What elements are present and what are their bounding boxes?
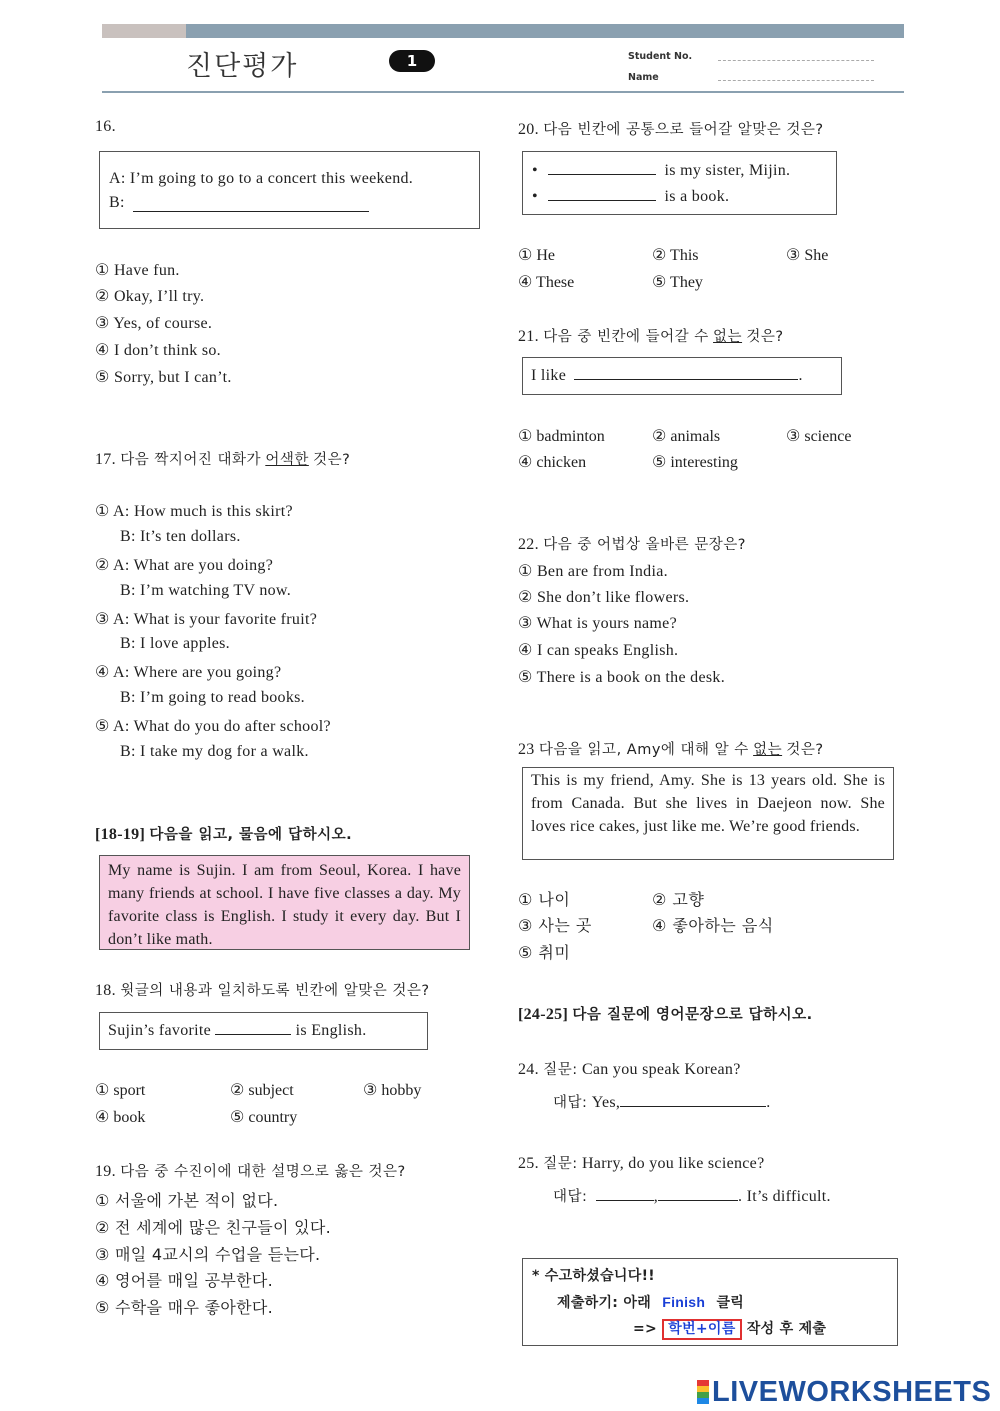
q24-question-label: 질문:	[543, 1062, 578, 1078]
submit-arrow: =>	[633, 1321, 658, 1337]
q21-option-1[interactable]: ① badminton	[518, 428, 605, 445]
q24-answer-blank[interactable]	[620, 1106, 766, 1107]
q17-question	[95, 448, 350, 469]
q23-option-1[interactable]: ① 나이	[518, 890, 571, 909]
q22-question-text: 다음 중 어법상 올바른 문장은?	[543, 537, 746, 553]
q20-line-2	[532, 188, 729, 206]
q21-sentence	[531, 367, 803, 385]
q20-bullet-1: •	[532, 162, 538, 179]
submit-line-3-post: 작성 후 제출	[746, 1321, 827, 1337]
q19-option-3[interactable]: ③ 매일 4교시의 수업을 듣는다.	[95, 1245, 321, 1264]
q22-option-1[interactable]: ① Ben are from India.	[518, 563, 668, 580]
name-field[interactable]	[718, 80, 874, 81]
q25-answer	[553, 1185, 831, 1206]
q18-number: 18.	[95, 982, 116, 999]
q16-dialog-box	[99, 151, 480, 229]
q21-sentence-pre: I like	[531, 367, 567, 384]
name-label: Name	[628, 72, 659, 83]
q18-sentence-box	[99, 1012, 428, 1050]
q23-number: 23	[518, 741, 535, 758]
q21-number: 21.	[518, 328, 539, 345]
q21-question-underlined: 없는	[713, 329, 743, 345]
submit-line-2-pre: 제출하기: 아래	[557, 1295, 652, 1311]
q16-option-2[interactable]: ② Okay, I’ll try.	[95, 288, 205, 305]
q20-line-1	[532, 162, 790, 180]
q24-answer-label: 대답:	[553, 1095, 588, 1111]
q24-number: 24.	[518, 1061, 539, 1078]
q23-option-5[interactable]: ⑤ 취미	[518, 943, 571, 962]
submit-line-3	[633, 1318, 826, 1340]
q17-option-4-b: B: I’m going to read books.	[120, 689, 305, 706]
q19-question-text: 다음 중 수진이에 대한 설명으로 옳은 것은?	[120, 1164, 406, 1180]
q18-option-3[interactable]: ③ hobby	[363, 1082, 422, 1099]
page-title: 진단평가	[186, 51, 299, 82]
q18-option-1[interactable]: ① sport	[95, 1082, 146, 1099]
q23-passage-box	[522, 767, 894, 860]
q25-question-text: Harry, do you like science?	[581, 1155, 765, 1172]
q18-19-instruction-text: 다음을 읽고, 물음에 답하시오.	[149, 827, 353, 843]
submit-thanks: * 수고하셨습니다!!	[532, 1268, 655, 1284]
q19-option-2[interactable]: ② 전 세계에 많은 친구들이 있다.	[95, 1218, 332, 1237]
q20-option-4[interactable]: ④ These	[518, 274, 575, 291]
q23-option-3[interactable]: ③ 사는 곳	[518, 916, 592, 935]
q25-answer-post: . It’s difficult.	[738, 1188, 831, 1205]
q19-number: 19.	[95, 1163, 116, 1180]
q25-question-label: 질문:	[543, 1156, 578, 1172]
q17-question-post: 것은?	[313, 452, 351, 468]
q22-option-3[interactable]: ③ What is yours name?	[518, 615, 677, 632]
q20-bullet-2: •	[532, 188, 538, 205]
q25-question	[518, 1152, 764, 1173]
q18-19-range: [18-19]	[95, 826, 146, 843]
q21-option-5[interactable]: ⑤ interesting	[652, 454, 738, 471]
q25-answer-blank-1[interactable]	[596, 1200, 654, 1201]
q20-blank-1[interactable]	[548, 174, 656, 175]
submit-line-2	[557, 1292, 744, 1312]
q17-number: 17.	[95, 451, 116, 468]
q19-option-5[interactable]: ⑤ 수학을 매우 좋아한다.	[95, 1298, 273, 1317]
q16-option-1[interactable]: ① Have fun.	[95, 262, 180, 279]
q25-number: 25.	[518, 1155, 539, 1172]
q16-option-4[interactable]: ④ I don’t think so.	[95, 342, 221, 359]
q18-question-text: 윗글의 내용과 일치하도록 빈칸에 알맞은 것은?	[120, 983, 430, 999]
q17-question-pre: 다음 짝지어진 대화가	[120, 452, 261, 468]
q16-number: 16.	[95, 118, 116, 135]
q20-line-2-text: is a book.	[664, 188, 730, 205]
q16-dialog-a: A: I’m going to go to a concert this weekend.	[109, 170, 414, 187]
q17-question-underlined: 어색한	[265, 452, 309, 468]
q16-option-5[interactable]: ⑤ Sorry, but I can’t.	[95, 369, 232, 386]
q23-question	[518, 738, 824, 759]
q21-option-3[interactable]: ③ science	[786, 428, 852, 445]
q17-option-4-a[interactable]: ④ A: Where are you going?	[95, 664, 282, 681]
q17-option-3-b: B: I love apples.	[120, 635, 230, 652]
q21-question	[518, 325, 784, 346]
q16-answer-blank[interactable]	[133, 211, 369, 212]
q18-sentence	[108, 1022, 367, 1040]
finish-text: Finish	[662, 1294, 706, 1310]
q21-blank[interactable]	[574, 379, 798, 380]
q17-option-5-a[interactable]: ⑤ A: What do you do after school?	[95, 718, 331, 735]
q24-answer-pre: Yes,	[591, 1094, 621, 1111]
q16-dialog-b: B:	[109, 194, 125, 211]
q18-19-passage-box	[99, 855, 470, 950]
header-underline	[102, 91, 904, 93]
q20-sentence-box	[522, 151, 837, 215]
id-name-box: 학번+이름	[662, 1319, 741, 1340]
q19-option-1[interactable]: ① 서울에 가본 적이 없다.	[95, 1191, 279, 1210]
q20-option-1[interactable]: ① He	[518, 247, 555, 264]
q18-19-instruction	[95, 823, 352, 844]
q18-option-4[interactable]: ④ book	[95, 1109, 146, 1126]
q17-option-1-a[interactable]: ① A: How much is this skirt?	[95, 503, 293, 520]
title-number-badge: 1	[389, 50, 435, 72]
q23-option-2[interactable]: ② 고향	[652, 890, 705, 909]
logo-side-letters	[696, 1380, 710, 1406]
q18-19-passage: My name is Sujin. I am from Seoul, Korea. I have many friends at school. I have five classes a day. My favorite class is English. I study it every day. But I don’t like math.	[108, 862, 461, 948]
q24-answer-post: .	[766, 1094, 771, 1111]
q19-question	[95, 1160, 406, 1181]
q17-option-2-b: B: I’m watching TV now.	[120, 582, 292, 599]
q21-option-2[interactable]: ② animals	[652, 428, 721, 445]
q23-option-4[interactable]: ④ 좋아하는 음식	[652, 916, 774, 935]
q17-option-1-b: B: It’s ten dollars.	[120, 528, 241, 545]
q18-option-5[interactable]: ⑤ country	[230, 1109, 298, 1126]
q21-sentence-box	[522, 357, 842, 395]
q18-sentence-pre: Sujin’s favorite	[108, 1022, 212, 1039]
q22-number: 22.	[518, 536, 539, 553]
q25-answer-label: 대답:	[553, 1189, 588, 1205]
q17-option-5-b: B: I take my dog for a walk.	[120, 743, 309, 760]
q24-25-instruction-text: 다음 질문에 영어문장으로 답하시오.	[572, 1007, 813, 1023]
q21-question-pre: 다음 중 빈칸에 들어갈 수	[543, 329, 709, 345]
q20-question	[518, 118, 824, 139]
q21-sentence-post: .	[798, 367, 803, 384]
q20-option-3[interactable]: ③ She	[786, 247, 829, 264]
logo-text: LIVEWORKSHEETS	[712, 1376, 992, 1408]
q21-option-4[interactable]: ④ chicken	[518, 454, 587, 471]
q16-option-3[interactable]: ③ Yes, of course.	[95, 315, 213, 332]
q24-question-text: Can you speak Korean?	[581, 1061, 741, 1078]
header-bar	[186, 24, 904, 38]
q18-blank[interactable]	[215, 1034, 291, 1035]
q24-25-instruction	[518, 1003, 813, 1024]
q17-option-2-a[interactable]: ② A: What are you doing?	[95, 557, 274, 574]
q22-question	[518, 533, 746, 554]
q23-question-post: 것은?	[786, 742, 824, 758]
q18-question	[95, 979, 430, 1000]
submit-instruction-box	[522, 1258, 898, 1346]
q20-question-text: 다음 빈칸에 공통으로 들어갈 알맞은 것은?	[543, 122, 824, 138]
liveworksheets-logo	[696, 1376, 996, 1410]
student-no-label: Student No.	[628, 51, 693, 62]
q24-question	[518, 1058, 741, 1079]
q23-question-pre: 다음을 읽고, Amy에 대해 알 수	[538, 742, 749, 758]
q20-option-5[interactable]: ⑤ They	[652, 274, 703, 291]
q20-line-1-text: is my sister, Mijin.	[664, 162, 791, 179]
q18-sentence-post: is English.	[295, 1022, 367, 1039]
q20-option-2[interactable]: ② This	[652, 247, 699, 264]
q19-option-4[interactable]: ④ 영어를 매일 공부한다.	[95, 1271, 273, 1290]
q23-question-underlined: 없는	[753, 742, 783, 758]
q22-option-4[interactable]: ④ I can speaks English.	[518, 642, 679, 659]
q18-option-2[interactable]: ② subject	[230, 1082, 294, 1099]
q23-passage: This is my friend, Amy. She is 13 years old. She is from Canada. But she lives in Daejeon now. She loves rice cakes, just like me. We’re good friends.	[531, 772, 885, 835]
submit-line-2-post: 클릭	[716, 1295, 745, 1311]
q17-option-3-a[interactable]: ③ A: What is your favorite fruit?	[95, 611, 318, 628]
q22-option-2[interactable]: ② She don’t like flowers.	[518, 589, 690, 606]
q24-answer	[553, 1091, 771, 1112]
q20-number: 20.	[518, 121, 539, 138]
q22-option-5[interactable]: ⑤ There is a book on the desk.	[518, 669, 726, 686]
student-no-field[interactable]	[718, 60, 874, 61]
q25-answer-blank-2[interactable]	[658, 1200, 738, 1201]
q21-question-post: 것은?	[746, 329, 784, 345]
q24-25-range: [24-25]	[518, 1006, 569, 1023]
q25-comma: ,	[653, 1188, 659, 1205]
header-bar-light	[102, 24, 186, 38]
q20-blank-2[interactable]	[548, 200, 656, 201]
